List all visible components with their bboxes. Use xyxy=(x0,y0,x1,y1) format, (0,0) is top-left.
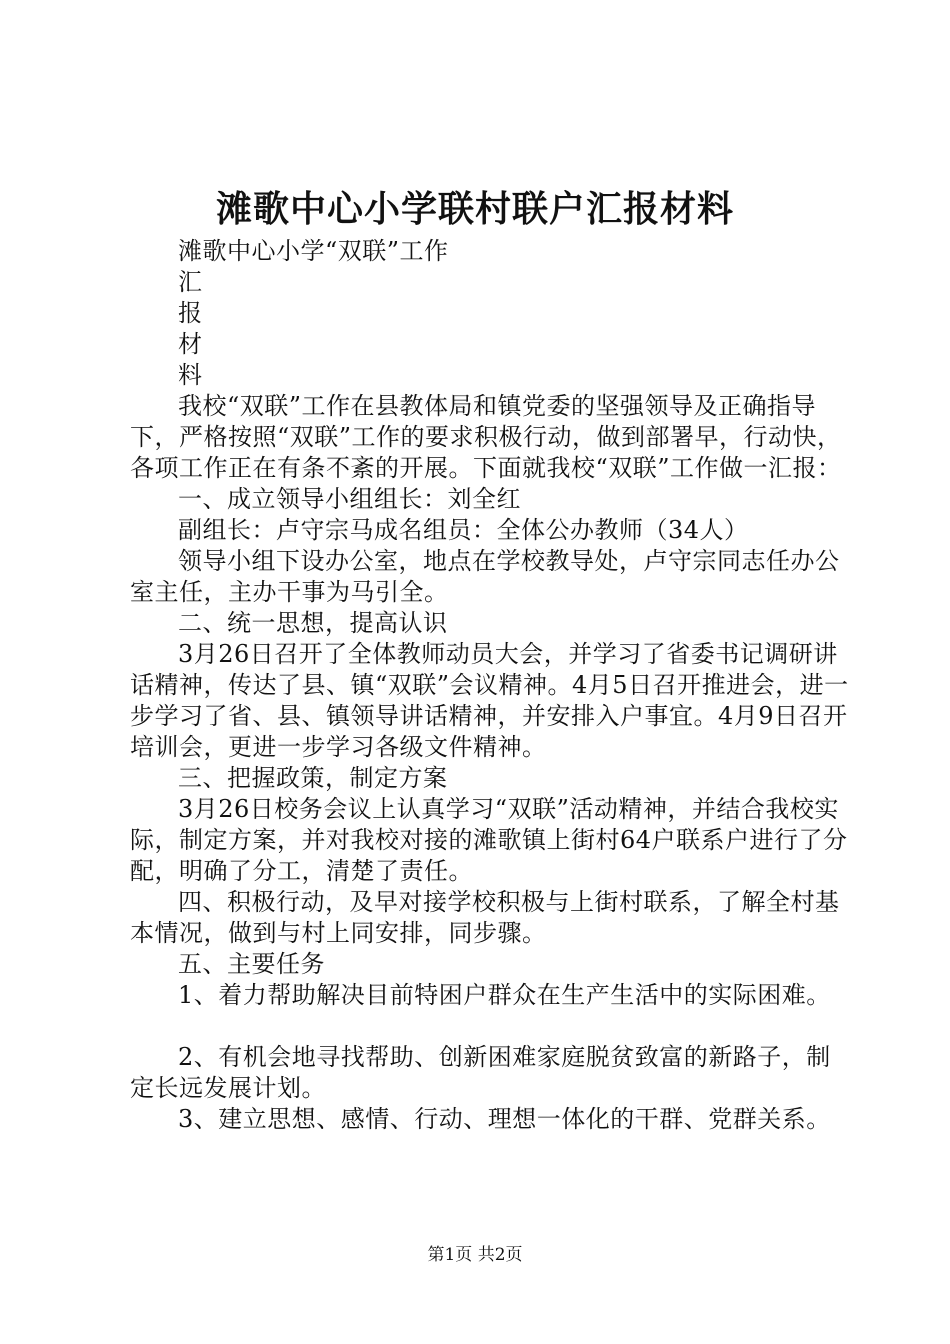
subtitle-line: 滩歌中心小学“双联”工作 xyxy=(178,237,449,265)
section-1-heading: 一、成立领导小组组长：刘全红 xyxy=(178,485,521,513)
section-1-office: 领导小组下设办公室，地点在学校教导处，卢守宗同志任办公室主任，主办干事为马引全。 xyxy=(130,547,840,606)
section-2-heading: 二、统一思想，提高认识 xyxy=(178,609,448,637)
document-title: 滩歌中心小学联村联户汇报材料 xyxy=(215,188,734,230)
section-5-heading: 五、主要任务 xyxy=(178,950,325,978)
subtitle-char: 料 xyxy=(178,361,203,389)
document-body xyxy=(130,236,850,1135)
task-item-1: 1、着力帮助解决目前特困户群众在生产生活中的实际困难。 xyxy=(178,981,831,1009)
section-3-body: 3月26日校务会议上认真学习“双联”活动精神，并结合我校实际，制定方案，并对我校对接的滩歌镇上街村64户联系户进行了分配，明确了分工，清楚了责任。 xyxy=(130,795,848,885)
section-3-heading: 三、把握政策，制定方案 xyxy=(178,764,448,792)
section-2-body: 3月26日召开了全体教师动员大会，并学习了省委书记调研讲话精神，传达了县、镇“双联”会议精神。4月5日召开推进会，进一步学习了省、县、镇领导讲话精神，并安排入户事宜。4月9日召开培训会，更进一步学习各级文件精神。 xyxy=(130,640,849,761)
subtitle-char: 材 xyxy=(178,330,203,358)
section-1-members: 副组长：卢守宗马成名组员：全体公办教师（34人） xyxy=(178,516,749,544)
subtitle-char: 汇 xyxy=(178,268,203,296)
section-4-body: 四、积极行动，及早对接学校积极与上街村联系，了解全村基本情况，做到与村上同安排，同步骤。 xyxy=(130,888,840,947)
page-footer: 第1页 共2页 xyxy=(427,1245,523,1265)
blank-line xyxy=(130,1011,850,1042)
task-item-3: 3、建立思想、感情、行动、理想一体化的干群、党群关系。 xyxy=(178,1105,831,1133)
subtitle-char: 报 xyxy=(178,299,203,327)
intro-paragraph: 我校“双联”工作在县教体局和镇党委的坚强领导及正确指导下，严格按照“双联”工作的要求积极行动，做到部署早，行动快，各项工作正在有条不紊的开展。下面就我校“双联”工作做一汇报： xyxy=(130,392,842,482)
task-item-2: 2、有机会地寻找帮助、创新困难家庭脱贫致富的新路子，制定长远发展计划。 xyxy=(130,1043,831,1102)
